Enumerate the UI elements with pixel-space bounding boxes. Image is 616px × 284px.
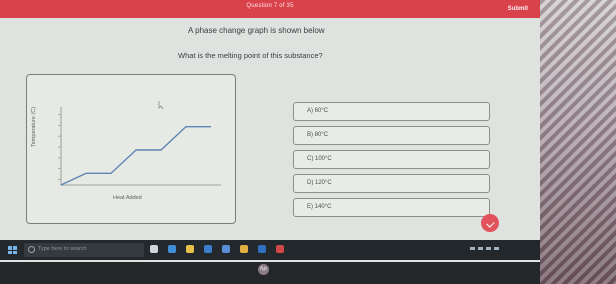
answer-option-c[interactable]	[293, 150, 490, 169]
search-placeholder: Type here to search	[38, 246, 87, 252]
answer-option-e[interactable]	[293, 198, 490, 217]
question-counter: Question 7 of 35	[246, 3, 294, 9]
word-icon[interactable]	[258, 245, 266, 253]
edge-icon[interactable]	[168, 245, 176, 253]
search-icon	[28, 246, 35, 253]
answer-option-label: B) 80°C	[307, 132, 329, 138]
file-explorer-icon[interactable]	[186, 245, 194, 253]
answer-option-label: D) 120°C	[307, 180, 332, 186]
heating-curve-line	[61, 127, 211, 185]
windows-taskbar	[0, 240, 540, 260]
answer-option-label: E) 140°C	[307, 204, 332, 210]
phase-change-chart	[26, 74, 236, 224]
taskbar-search-input[interactable]	[24, 243, 144, 257]
submit-button[interactable]: Submit	[507, 6, 528, 12]
app-icon[interactable]	[276, 245, 284, 253]
quiz-header	[0, 0, 540, 18]
confirm-check-button[interactable]	[481, 214, 499, 232]
question-prompt: A phase change graph is shown below	[188, 26, 325, 35]
store-icon[interactable]	[204, 245, 212, 253]
chart-x-label: Heat Added	[113, 195, 142, 201]
answer-option-label: A) 60°C	[307, 108, 329, 114]
answer-option-b[interactable]	[293, 126, 490, 145]
chrome-icon[interactable]	[240, 245, 248, 253]
laptop-bezel	[0, 262, 540, 284]
answer-option-d[interactable]	[293, 174, 490, 193]
question-text: What is the melting point of this substance?	[178, 51, 323, 60]
mouse-cursor-icon	[159, 101, 163, 109]
background-blanket	[540, 0, 616, 284]
answer-option-a[interactable]	[293, 102, 490, 121]
task-view-icon[interactable]	[150, 245, 158, 253]
answer-options	[293, 102, 490, 222]
hp-logo-icon: hp	[258, 264, 269, 275]
answer-option-label: C) 100°C	[307, 156, 332, 162]
mail-icon[interactable]	[222, 245, 230, 253]
chart-y-label: Temperature (C)	[31, 106, 37, 147]
windows-start-icon[interactable]	[8, 246, 17, 254]
